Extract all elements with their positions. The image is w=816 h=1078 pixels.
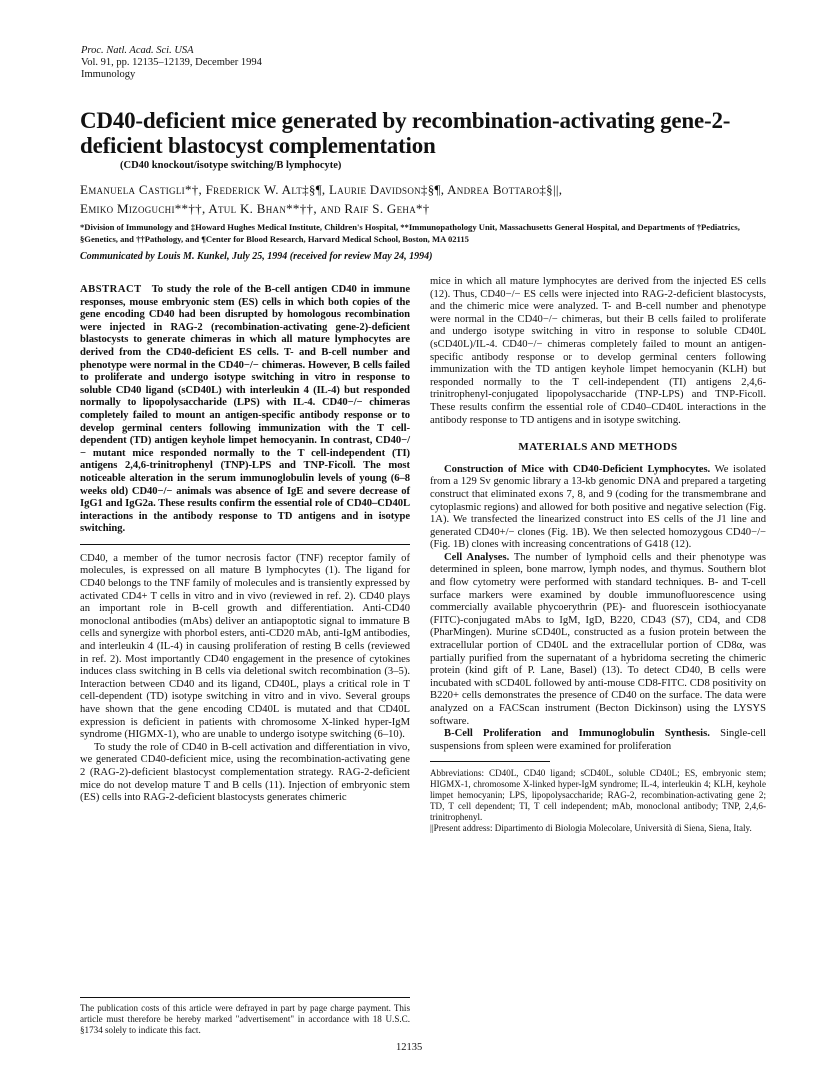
methods-subhead-3: B-Cell Proliferation and Immunoglobulin Synthesis. (444, 728, 710, 740)
page-number: 12135 (396, 1042, 423, 1053)
journal-header (81, 45, 262, 81)
methods-subhead-1: Construction of Mice with CD40-Deficient Lymphocytes. (444, 463, 711, 475)
intro-paragraph-2: To study the role of CD40 in B-cell activation and differentiation in vivo, we generated CD40-deficient mice, using the recombination-activating gene 2 (RAG-2)-deficient blastocyst complementation strategy. RAG-2-deficient mice do not develop mature T and B cells (11). Injection of embryonic stem (ES) cells into RAG-2-deficient blastocysts generates chimeric (80, 741, 410, 804)
right-column (430, 276, 766, 834)
journal-section: Immunology (81, 69, 136, 80)
methods-subhead-2: Cell Analyses. (444, 551, 510, 563)
footnote-divider (80, 997, 410, 998)
journal-volume: Vol. 91, pp. 12135–12139, December 1994 (81, 57, 262, 68)
methods-text-2: The number of lymphoid cells and their phenotype was determined in spleen, bone marrow, lymph nodes, and thymus. Southern blot and flow cytometry were performed with standard techniques. B- and T-cell surface markers were examined by double immunofluorescence using commercially available phycoerythrin (PE)- and fluorescein isothiocyanate (FITC)-conjugated mAbs to IgM, IgD, B220, CD43 (S7), CD4, and CD8 (PharMingen). Murine sCD40L, constructed as a fusion protein between the extracellular portion of CD40L and the extracellular portion of CD8α, was partially purified from the supernatant of a hybridoma secreting the chimeric protein (kind gift of P. Lane, Basel) (13). To detect CD40, B cells were incubated with sCD40L followed by anti-mouse CD8-FITC. CD8 positivity on B220+ cells demonstrates the presence of CD40 on the surface. The data were analyzed on a FACScan instrument (Becton Dickinson) using the LYSYS software. (430, 551, 766, 727)
affiliations: *Division of Immunology and ‡Howard Hughes Medical Institute, Children's Hospital, **Immunopathology Unit, Massachusetts General Hospital, and Departments of †Pediatrics, §Genetics, and ††Pathology, and ¶Center for Blood Research, Harvard Medical School, Boston, MA 02115 (80, 222, 740, 244)
authors-line-2: Emiko Mizoguchi**††, Atul K. Bhan**††, and Raif S. Geha*† (80, 201, 430, 216)
footnote-rule (430, 761, 550, 762)
publication-cost-note: The publication costs of this article were defrayed in part by page charge payment. This article must therefore be hereby marked "advertisement" in accordance with 18 U.S.C. §1734 solely to indicate this fact. (80, 1003, 410, 1035)
keywords: (CD40 knockout/isotype switching/B lymphocyte) (120, 160, 342, 171)
methods-paragraph-2 (430, 552, 766, 728)
journal-name: Proc. Natl. Acad. Sci. USA (81, 45, 194, 56)
methods-paragraph-3 (430, 728, 766, 753)
present-address-footnote: ||Present address: Dipartimento di Biologia Molecolare, Università di Siena, Siena, Italy. (430, 823, 752, 834)
right-paragraph-1: mice in which all mature lymphocytes are derived from the injected ES cells (12). Thus, CD40−/− ES cells were injected into RAG-2-deficient blastocysts, and the chimeric mice were analyzed. T- and B-cell number and phenotype were normal in the CD40−/− chimeras, but their B cells failed to proliferate and undergo isotype switching in vitro in response to soluble CD40L (sCD40L)/IL-4. CD40−/− chimeras completely failed to mount an antigen-specific antibody response or to develop germinal centers following immunization with the TD antigen keyhole limpet hemocyanin (KLH) but responded normally to the T cell-independent (TI) antigens 2,4,6-trinitrophenyl-conjugated lipopolysaccharide (TNP-LPS) and TNP-Ficoll. These results confirm the essential role of CD40–CD40L interactions in the antibody response to TD antigens and in isotype switching. (430, 276, 766, 426)
article-title: CD40-deficient mice generated by recombination-activating gene-2-deficient blastocyst complementation (80, 108, 731, 158)
abstract-divider (80, 544, 410, 545)
methods-text-1: We isolated from a 129 Sv genomic library a 13-kb genomic DNA and prepared a targeting construct that eliminated exons 7, 8, and 9 (coding for the transmembrane and cytoplasmic regions) and allowed for both positive and negative selection (Fig. 1A). We transfected the linearized construct into ES cells of the J1 line and generated CD40+/− clones (Fig. 1B). We then selected homozygous CD40−/− (Fig. 1B) clones with increasing concentrations of G418 (12). (430, 463, 766, 551)
abstract (80, 284, 410, 536)
abstract-text: To study the role of the B-cell antigen CD40 in immune responses, mouse embryonic stem (ES) cells in which both copies of the gene encoding CD40 had been disrupted by homologous recombination were injected in RAG-2 (recombination-activating gene-2)-deficient blastocysts to generate chimeras in which all mature lymphocytes are derived from the CD40-deficient ES cells. T- and B-cell number and phenotype were normal in the CD40−/− chimeras. However, B cells failed to proliferate and undergo isotype switching in vitro in response to soluble CD40 ligand (sCD40L) with interleukin 4 (IL-4) but responded normally to lipopolysaccharide (LPS) with IL-4. CD40−/− chimeras completely failed to mount an antigen-specific antibody response or to develop germinal centers following immunization with the T cell-dependent (TD) antigen keyhole limpet hemocyanin. In contrast, CD40−/− mutant mice responded normally to the T cell-independent (TI) antigens 2,4,6-trinitrophenyl (TNP)-LPS and TNP-Ficoll. The most noticeable alteration in the serum immunoglobulin levels of young (6–8 weeks old) CD40−/− animals was absence of IgE and severe decrease of IgG1 and IgG2a. These results confirm the essential role of CD40–CD40L interactions in the antibody response to TD antigens and in isotype switching. (80, 284, 410, 535)
left-column (80, 284, 410, 805)
authors-line-1: Emanuela Castigli*†, Frederick W. Alt‡§¶, Laurie Davidson‡§¶, Andrea Bottaro‡§||, (80, 182, 563, 197)
methods-text-3: Single-cell suspensions from spleen were examined for proliferation (430, 728, 766, 752)
communicated-by: Communicated by Louis M. Kunkel, July 25, 1994 (received for review May 24, 1994) (80, 251, 433, 262)
authors (80, 180, 760, 218)
abstract-label: ABSTRACT (80, 284, 142, 295)
abbreviations-footnote: Abbreviations: CD40L, CD40 ligand; sCD40L, soluble CD40L; ES, embryonic stem; HIGMX-1, chromosome X-linked hyper-IgM syndrome; IL-4, interleukin 4; KLH, keyhole limpet hemocyanin; LPS, lipopolysaccharide; RAG-2, recombination-activating gene 2; TD, T cell dependent; TI, T cell independent; mAb, monoclonal antibody; TNP, 2,4,6-trinitrophenyl. (430, 768, 766, 823)
methods-paragraph-1 (430, 464, 766, 552)
intro-paragraph-1: CD40, a member of the tumor necrosis factor (TNF) receptor family of molecules, is expressed on all mature B lymphocytes (1). The ligand for CD40 belongs to the TNF family of molecules and is transiently expressed by activated CD4+ T cells in vitro and in vivo (reviewed in ref. 2). CD40 plays an important role in B-cell growth and differentiation. Anti-CD40 monoclonal antibodies (mAbs) deliver an antiapoptotic signal to immature B cells and synergize with phorbol esters, anti-CD20 mAb, anti-IgM antibodies, and interleukin 4 (IL-4) in causing proliferation of resting B cells (reviewed in ref. 2). Most importantly CD40 engagement in the presence of cytokines induces class switching in B cells via deletional switch recombination (3–5). Interaction between CD40 and its ligand, CD40L, plays a critical role in T cell-dependent (TD) isotype switching in vitro and in vivo. Several groups have shown that the gene encoding CD40L is mutated and that CD40L expression is deficient in patients with chromosome X-linked hyper-IgM syndrome (HIGMX-1), who are unable to undergo isotype switching (6–10). (80, 552, 410, 741)
methods-heading: MATERIALS AND METHODS (518, 441, 678, 454)
